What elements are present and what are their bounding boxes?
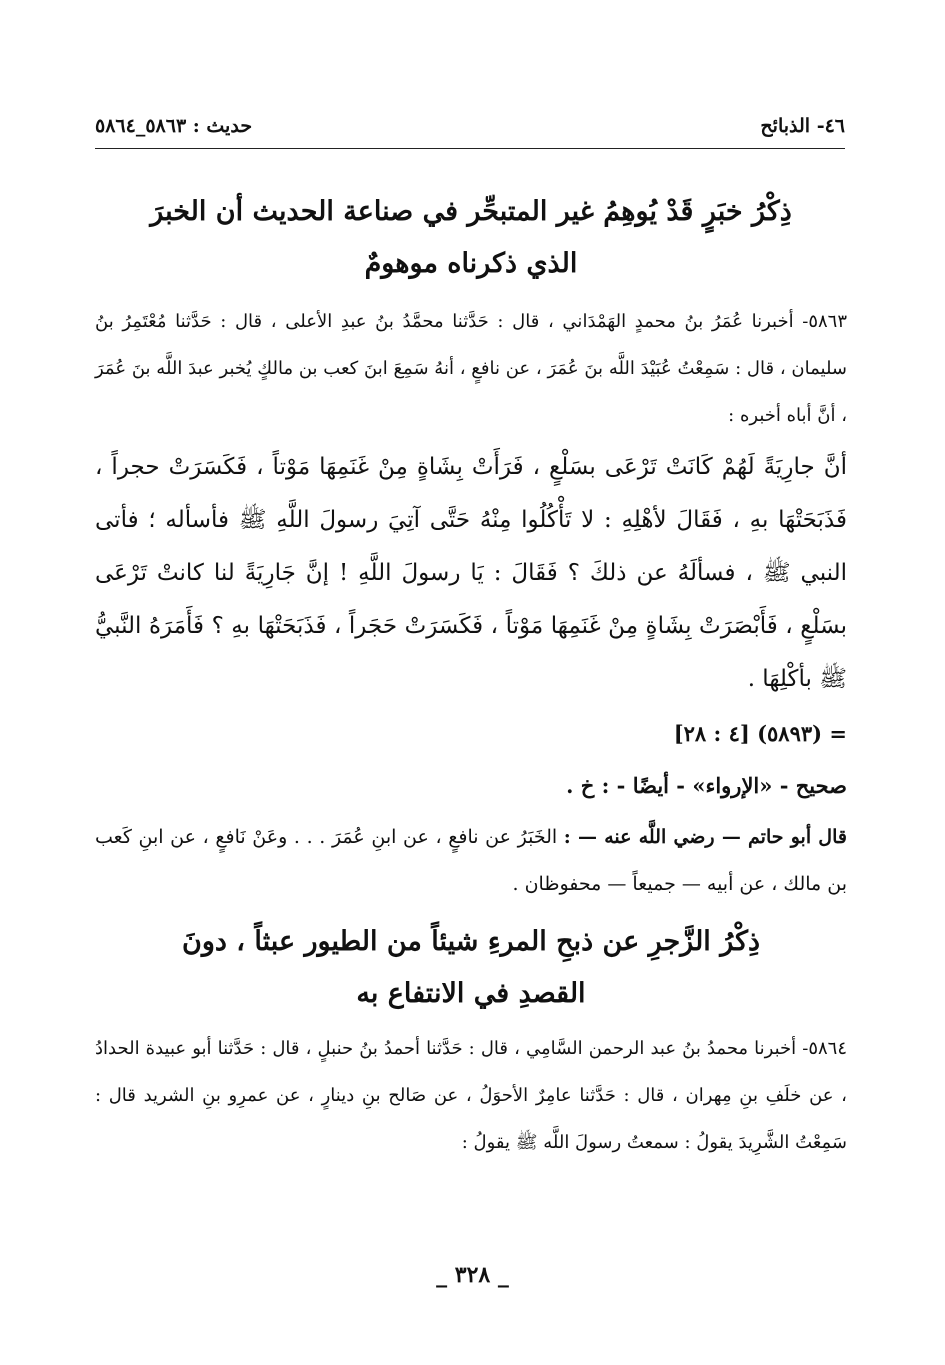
hadith-5864-isnad: ٥٨٦٤- أخبرنا محمدُ بنُ عبد الرحمن السَّامِي ، قال : حَدَّثنا أحمدُ بنُ حنبلٍ ، قال : حَدَّثنا أبو عبيدة الحدادُ ، عن خلَفِ بنِ مِهران ، قال : حَدَّثنا عامِرٌ الأحوَلُ ، عن صَالح بنِ دينارٍ ، عن عمرِو بنِ الشريد قال : سَمِعْتُ الشَّرِيدَ يقولُ : سمعتُ رسولَ اللَّه ﷺ يقولُ : [95,1038,847,1153]
section-heading-1-line1: ذِكْرُ خبَرٍ قَدْ يُوهِمُ غير المتبحِّر في صناعة الحديث أن الخبرَ [150,196,792,227]
abu-hatim-text: الخَبَرُ عن نافعٍ ، عن ابنِ عُمَرَ . . . وعَنْ نَافعٍ ، عن ابنِ كَعب بن مالك ، عن أبيه — جميعاً — محفوظان . [95,826,847,895]
header-divider [95,148,845,149]
section-heading-2 [95,916,847,1020]
abu-hatim-label: قال أبو حاتم — رضي اللَّه عنه — : [563,826,847,848]
hadith-5863-reference: = (٥٨٩٣) [٤ : ٢٨] [673,721,847,746]
hadith-5863-grading: صحيح - «الإرواء» - أيضًا - : خ . [566,773,847,798]
section-heading-1-line2: الذي ذكرناه موهومٌ [364,248,578,279]
page-header [95,108,845,144]
section-heading-2-line2: القصدِ في الانتفاع به [356,978,586,1009]
hadith-5863-isnad: ٥٨٦٣- أخبرنا عُمَرُ بنُ محمدٍ الهَمْدَاني ، قال : حَدَّثنا محمَّدُ بنُ عبدِ الأعلى ، قال : حَدَّثنا مُعْتَمِرُ بنُ سليمان ، قال : سَمِعْتُ عُبَيْدَ اللَّه بنَ عُمَرَ ، عن نافعٍ ، أنهُ سَمِعَ ابنَ كعب بن مالكٍ يُخبر عبدَ اللَّه بنَ عُمَرَ ، أنَّ أباه أخبره : [95,311,847,426]
section-heading-2-line1: ذِكْرُ الزَّجرِ عن ذبحِ المرءِ شيئاً من الطيور عبثاً ، دونَ [182,926,760,957]
page-number: _ ٣٢٨ _ [436,1262,509,1288]
hadith-range: حديث : ٥٨٦٣_٥٨٦٤ [95,115,253,137]
hadith-5863-matn: أنَّ جارِيَةً لَهُمْ كَانَتْ تَرْعَى بسَلْعٍ ، فَرَأَتْ بِشَاةٍ مِنْ غَنَمِهَا مَوْتاً ، فَكَسَرَتْ حجراً ، فَذَبَحَتْهَا بهِ ، فَقَالَ لأهْلِهِ : لا تَأْكُلُوا مِنْهُ حَتَّى آتِيَ رسولَ اللَّهِ ﷺ فأسأله ؛ فأتى النبي ﷺ ، فسألَهُ عن ذلكَ ؟ فَقَالَ : يَا رسولَ اللَّهِ ! إنَّ جَارِيَةً لنا كانتْ تَرْعَى بسَلْعٍ ، فَأَبْصَرَتْ بِشَاةٍ مِنْ غَنَمِهَا مَوْتاً ، فَكَسَرَتْ حَجَراً ، فَذَبَحَتْهَا بهِ ؟ فَأَمَرَهُ النَّبيُّ ﷺ بأكْلِهَا . [95,454,847,692]
section-heading-1 [95,186,847,290]
chapter-title: ٤٦- الذبائح [760,115,845,137]
abu-hatim-note [95,814,847,908]
